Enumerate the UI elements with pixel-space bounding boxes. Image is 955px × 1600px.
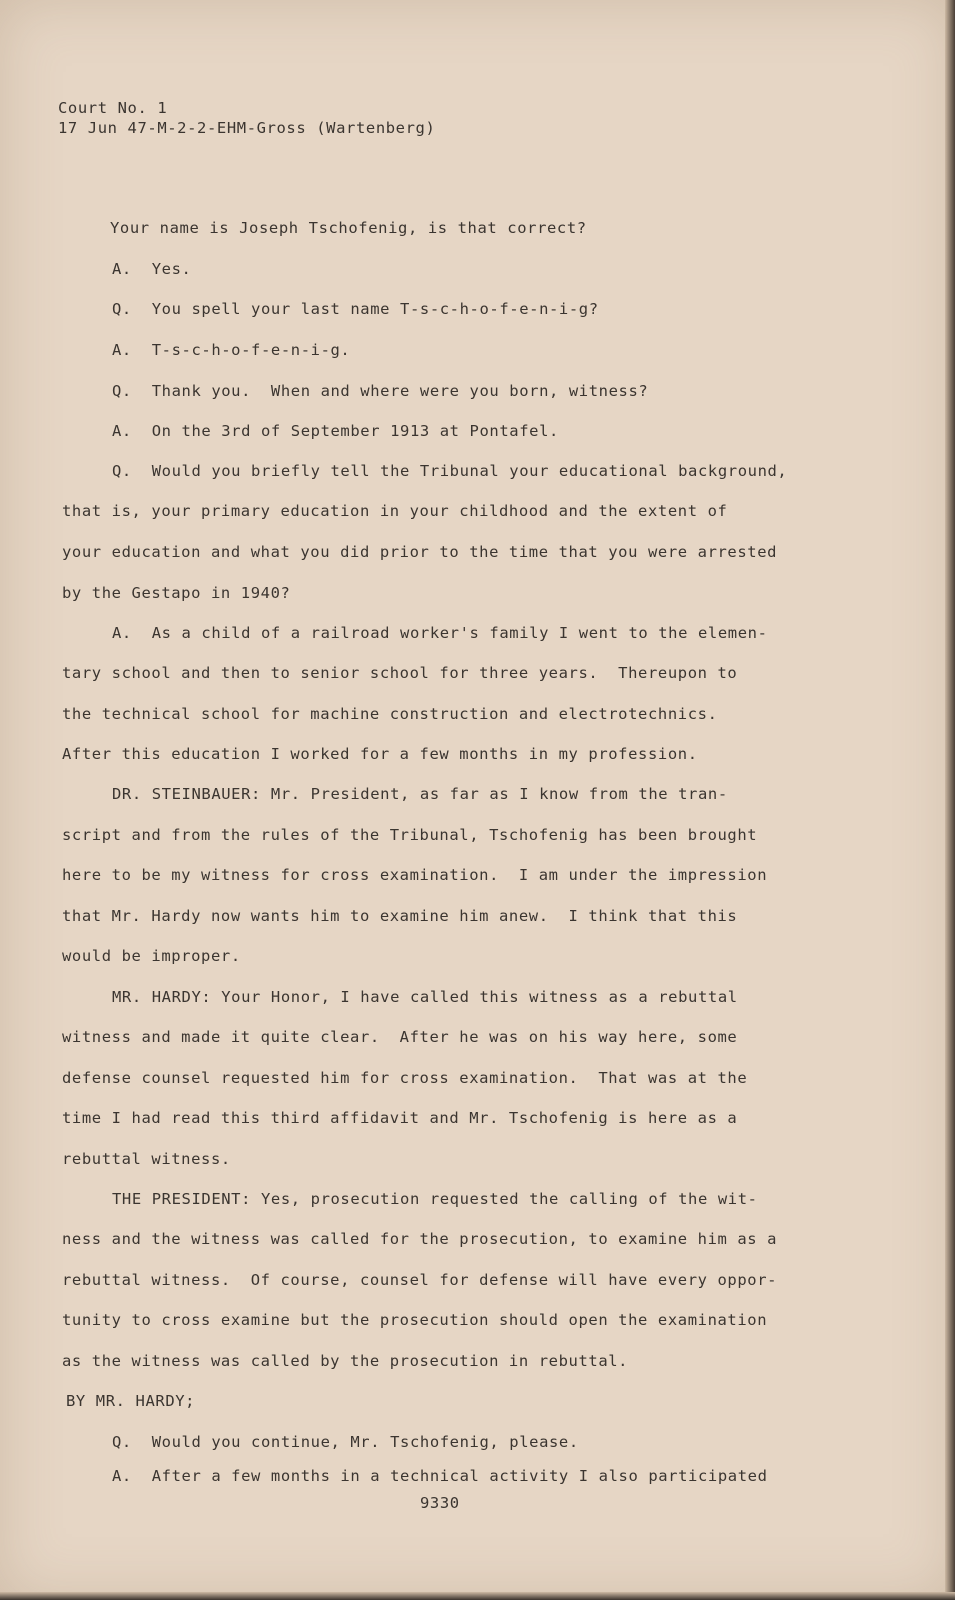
transcript-line: A. As a child of a railroad worker's family I went to the elemen- — [112, 624, 768, 642]
page-edge-right — [945, 0, 955, 1600]
transcript-line: script and from the rules of the Tribunal, Tschofenig has been brought — [62, 826, 758, 844]
transcript-line: A. On the 3rd of September 1913 at Pontafel. — [112, 422, 559, 440]
transcript-line: MR. HARDY: Your Honor, I have called this witness as a rebuttal — [112, 988, 738, 1006]
transcript-line: Q. Thank you. When and where were you born, witness? — [112, 382, 649, 400]
transcript-line: witness and made it quite clear. After he was on his way here, some — [62, 1028, 738, 1046]
transcript-line: defense counsel requested him for cross examination. That was at the — [62, 1069, 748, 1087]
transcript-line: A. T-s-c-h-o-f-e-n-i-g. — [112, 341, 351, 359]
transcript-line: Q. Would you briefly tell the Tribunal your educational background, — [112, 462, 788, 480]
transcript-line: as the witness was called by the prosecution in rebuttal. — [62, 1352, 629, 1370]
transcript-line: BY MR. HARDY; — [66, 1392, 196, 1410]
transcript-line: your education and what you did prior to the time that you were arrested — [62, 543, 778, 561]
transcript-line: Q. Would you continue, Mr. Tschofenig, please. — [112, 1433, 579, 1451]
transcript-line: THE PRESIDENT: Yes, prosecution requested the calling of the wit- — [112, 1190, 758, 1208]
transcript-line: tunity to cross examine but the prosecution should open the examination — [62, 1311, 768, 1329]
transcript-line: After this education I worked for a few months in my profession. — [62, 745, 698, 763]
transcript-line: Your name is Joseph Tschofenig, is that correct? — [110, 219, 587, 237]
transcript-line: ness and the witness was called for the prosecution, to examine him as a — [62, 1230, 778, 1248]
document-reference: 17 Jun 47-M-2-2-EHM-Gross (Wartenberg) — [58, 119, 436, 137]
page-edge-bottom — [0, 1592, 955, 1600]
transcript-line: Q. You spell your last name T-s-c-h-o-f-e-n-i-g? — [112, 300, 599, 318]
transcript-line: tary school and then to senior school for three years. Thereupon to — [62, 664, 738, 682]
transcript-line: by the Gestapo in 1940? — [62, 584, 291, 602]
transcript-line: DR. STEINBAUER: Mr. President, as far as I know from the tran- — [112, 785, 728, 803]
transcript-line: that Mr. Hardy now wants him to examine him anew. I think that this — [62, 907, 738, 925]
transcript-line: rebuttal witness. — [62, 1150, 231, 1168]
transcript-line: rebuttal witness. Of course, counsel for defense will have every oppor- — [62, 1271, 778, 1289]
transcript-line: that is, your primary education in your childhood and the extent of — [62, 502, 728, 520]
transcript-line: here to be my witness for cross examination. I am under the impression — [62, 866, 768, 884]
court-number: Court No. 1 — [58, 99, 168, 117]
transcript-line: A. Yes. — [112, 260, 192, 278]
transcript-line: A. After a few months in a technical activity I also participated — [112, 1467, 768, 1485]
transcript-line: would be improper. — [62, 947, 241, 965]
transcript-line: the technical school for machine construction and electrotechnics. — [62, 705, 718, 723]
page-number: 9330 — [420, 1494, 460, 1512]
transcript-line: time I had read this third affidavit and Mr. Tschofenig is here as a — [62, 1109, 738, 1127]
